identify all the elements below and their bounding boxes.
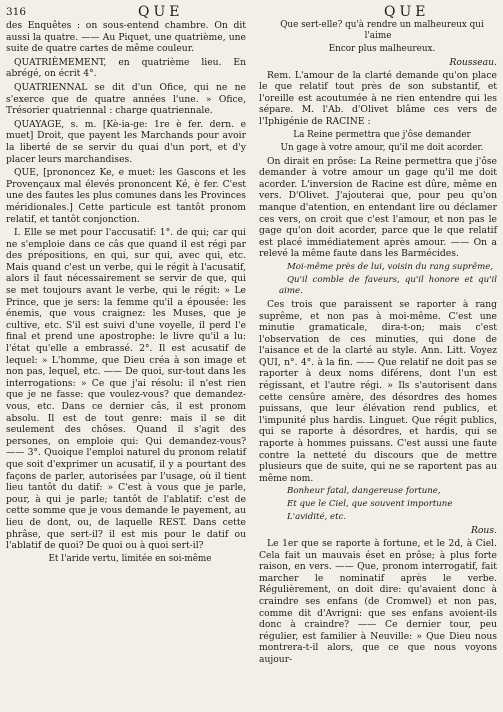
verse-line: Bonheur fatal, dangereuse fortune, — [287, 486, 441, 497]
attribution: Rousseau. — [449, 57, 497, 68]
left-column — [6, 20, 246, 567]
verse-line: L'avidité, etc. — [287, 512, 347, 523]
verse-line: Qu'il comble de faveurs, qu'il honore et qu'il aime. — [279, 274, 497, 296]
body-paragraph: On dirait en prôse: La Reine permettra que j'ôse demander à votre amour un gage qu'il me doit acorder. L'inversion de Racine est dûre, même en vers. D'Olivet. J'ajouterai que, pour peu qu'on manque d'atention, en entendant lire ou déclamer ces vers, on croit que c'est l'amour, et non pas le gage qu'on doit acorder, parce que le que relatif est placé immédiatement après amour. —— On a relevé la même faute dans les Barmécides. — [259, 155, 497, 260]
verse-line: La Reine permettra que j'ôse demander — [293, 129, 471, 140]
verse-line: Que sert-elle? qu'à rendre un malheureux qui l'aime — [280, 20, 484, 41]
running-head-right: QUE — [384, 4, 430, 20]
entry-quatriennal: QUATRIENNAL se dit d'un Ofice, qui ne ne s'exerce que de quatre années l'une. » Ofice, Trésorier quatriennal : charge quatriennale. — [6, 81, 246, 117]
body-paragraph: Le 1er que se raporte à fortune, et le 2d, à Ciel. Cela fait un mauvais éset en prôse; à plus forte raison, en vers. —— Que, pronom interrogatif, fait marcher le nominatif après le verbe. Régulièrement, on doit dire: qu'avaient donc à craindre ses enfans (de Cromwel) et non pas, comme dit d'Avrigni: que ses enfans avoient-ils donc à craindre? —— Ce dernier tour, peu régulier, est familier à Neuville: » Que Dieu nous montrera-t-il alors, que ce que nous voyons aujour- — [259, 538, 497, 665]
entry-quatre-continued: des Enquêtes : on sous-entend chambre. On dit aussi la quatre. —— Au Piquet, une quatrième, une suite de quatre cartes de même couleur. — [6, 20, 246, 55]
body-paragraph: Ces trois que paraissent se raporter à rang suprême, et non pas à moi-même. C'est une minutie gramaticale, dira-t-on; mais c'est l'observation de ces minuties, qui done de l'aisance et de la clarté au style. Ann. Litt. Voyez QUI, n°. 4°. à la fin. —— Que relatif ne doit pas se raporter à deux noms diférens, dont l'un est régissant, et l'autre régi. » Ils s'autorisent dans cette censûre amère, des désordres des homes puissans, que leur élévation rend publics, et l'impunité plus hardis. Linguet. Que régit publics, qui se raporte à désordres, et hardis, qui se raporte à hommes puissans. C'est aussi une faute contre la netteté du discours que de mettre plusieurs que de suite, qui ne se raportent pas au même nom. — [259, 298, 497, 484]
verse-line: Moi-même près de lui, voisin du rang suprême, — [287, 261, 494, 272]
verse-line: Et que le Ciel, que souvent importune — [287, 499, 453, 510]
page-number: 316 — [6, 6, 27, 18]
right-column — [259, 20, 497, 668]
verse-line: Et l'aride vertu, limitée en soi-même — [48, 553, 212, 564]
entry-que-section-1: I. Elle se met pour l'accusatif: 1°. de qui; car qui ne s'emploie dans ce câs que quand il est régi par des prépositions, en qui, sur qui, avec qui, etc. Mais quand c'est un verbe, qui le régit à l'acusatif, alors il faut nécessairement se servir de que, qui se met toujours avant le verbe, qui le régit: » Le Prince, que je sers: la femme qu'il a épousée: les énemis, que vous craignez: les Muses, que je cultive, etc. S'il est suivi d'une voyelle, il perd l'e final et prend une apostrophe: le livre qu'il a lu: l'état qu'elle a embrassé. 2°. Il est acusatif de lequel: » L'homme, que Dieu créa à son image et non pas, lequel, etc. —— De quoi, sur-tout dans les interrogations: » Ce que j'ai résolu: il n'est rien que je ne fasse: que voulez-vous? que demandez-vous, etc. Dans ce dernier câs, il est pronom absolu. Il est de tout genre: mais il se dit seulement des chôses. Quand il s'agit des persones, on emploie qui: Qui demandez-vous? —— 3°. Quoique l'emploi naturel du pronom relatif que soit d'exprimer un acusatif, il y a pourtant des façons de parler, autorisées par l'usage, où il tient lieu tantôt du datif: » C'est à vous que je parle, pour, à qui je parle; tantôt de l'ablatif: c'est de cette somme que je vous demande le payement, au lieu de dont, ou, de laquelle REST. Dans cette phrâse, que sert-il? il est mis pour le datif ou l'ablatif de quoi? De quoi ou à quoi sert-il? — [6, 227, 246, 552]
verse-line: Un gage à votre amour, qu'il me doit acorder. — [280, 142, 484, 153]
entry-quatriemement: QUATRIÈMEMENT, en quatrième lieu. En abrégé, on écrit 4°. — [6, 56, 246, 80]
entry-quayage: QUAYAGE, s. m. [Kè-ia-ge: 1re è fer. dern. e muet] Droit, que payent les Marchands pour avoir la liberté de se servir du quai d'un port, et d'y placer leurs marchandises. — [6, 118, 246, 165]
verse-line: Encor plus malheureux. — [328, 44, 436, 54]
attribution: Rous. — [470, 525, 497, 537]
entry-que: QUE, [prononcez Ke, e muet: les Gascons et les Provençaux mal élevés prononcent Ké, è fer. C'est une des fautes les plus comunes dans les Provinces méridionales.] Cette particule est tantôt pronom relatif, et tantôt conjonction. — [6, 167, 246, 225]
running-head-left: QUE — [138, 4, 184, 20]
remark-paragraph: Rem. L'amour de la clarté demande qu'on place le que relatif tout près de son substantif, et l'oreille est acoutumée à ne rien entendre qui les sépare. M. l'Ab. d'Olivet blâme ces vers de l'Iphigénie de RACINE : — [259, 69, 497, 127]
